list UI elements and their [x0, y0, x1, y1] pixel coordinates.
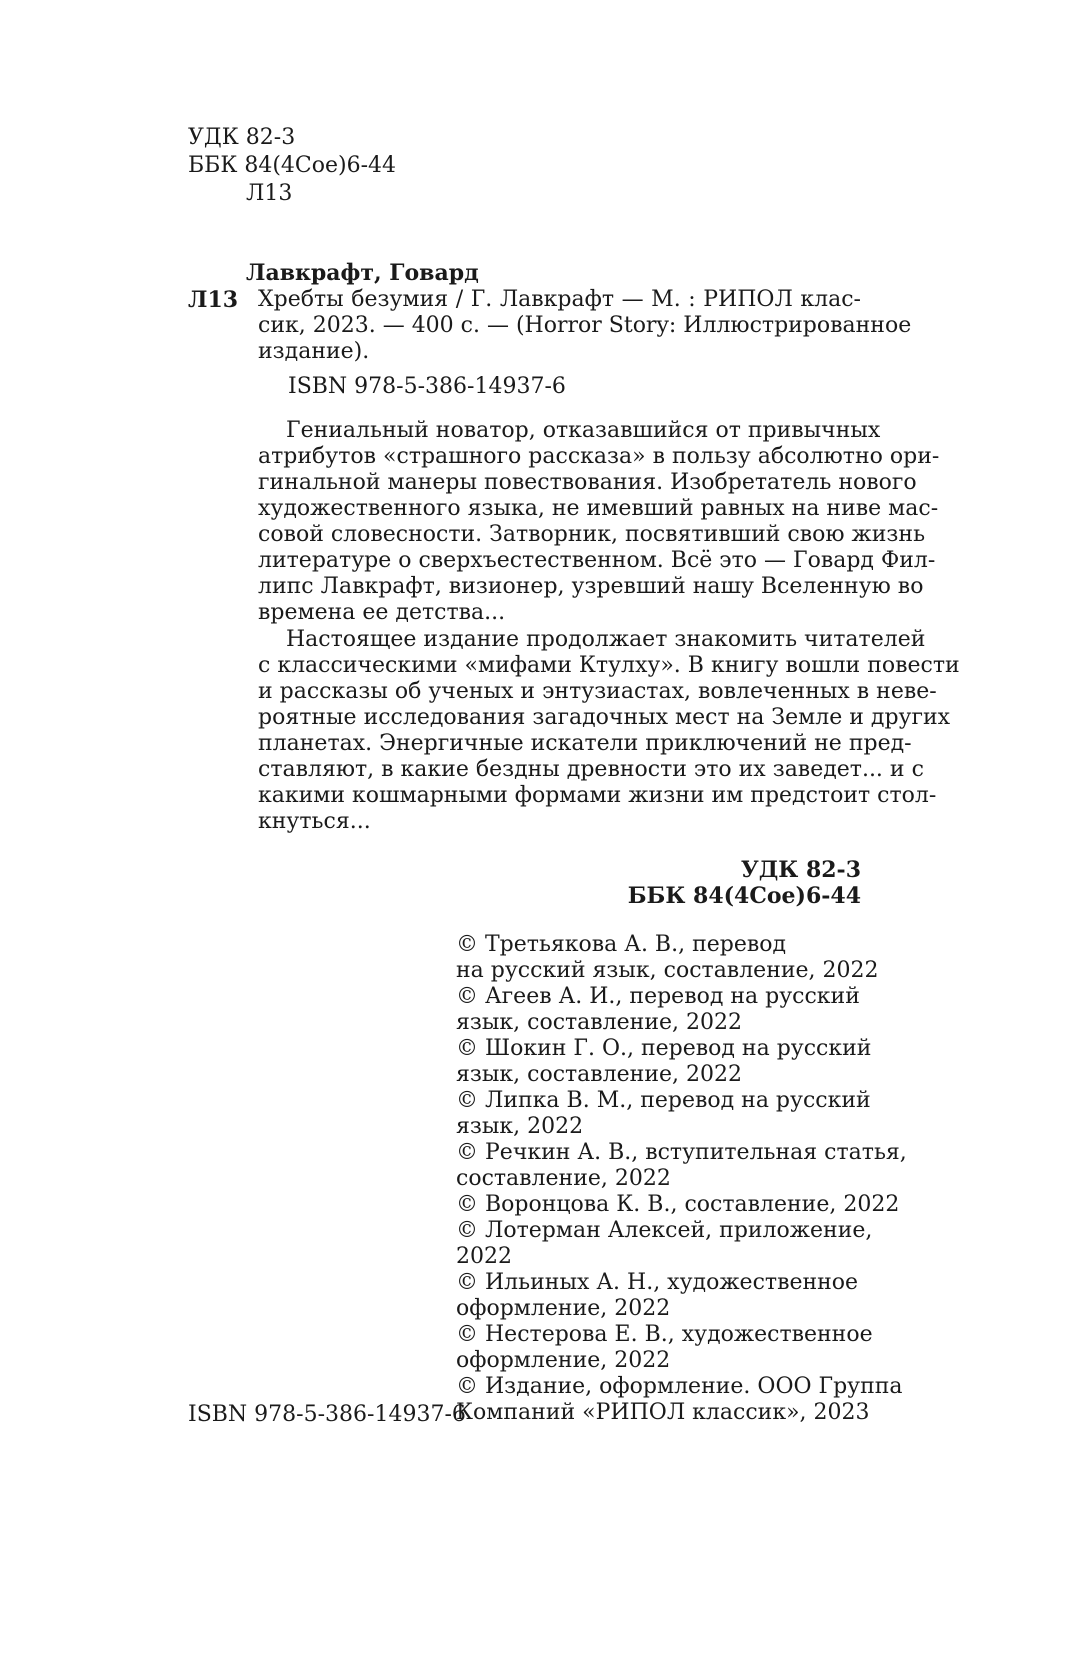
bbk-bottom: ББК 84(4Сое)6-44	[627, 883, 861, 909]
annotation-line: с классическими «мифами Ктулху». В книгу вошли повести	[258, 653, 960, 678]
annotation-line: липс Лавкрафт, визионер, узревший нашу Вселенную во	[258, 574, 924, 599]
copyright-entry	[456, 1270, 866, 1322]
copyright-entry	[456, 984, 866, 1036]
annotation-line: роятные исследования загадочных мест на Земле и других	[258, 705, 951, 730]
author-mark-top: Л13	[246, 181, 293, 206]
copyright-line: язык, составление, 2022	[456, 1010, 742, 1035]
copyright-line: оформление, 2022	[456, 1296, 671, 1321]
copyright-entry	[456, 1036, 872, 1088]
entry-mark: Л13	[188, 287, 239, 313]
copyright-entry	[456, 1322, 873, 1374]
entry-line: Хребты безумия / Г. Лавкрафт — М. : РИПОЛ клас-	[258, 287, 861, 312]
annotation-line: совой словесности. Затворник, посвятивший свою жизнь	[258, 522, 926, 547]
copyright-line: © Воронцова К. В., составление, 2022	[456, 1192, 900, 1217]
annotation-line: ставляют, в какие бездны древности это их заведет... и с	[258, 757, 924, 782]
udk-bottom: УДК 82-3	[740, 857, 861, 883]
copyright-line: язык, 2022	[456, 1114, 584, 1139]
copyright-line: Компаний «РИПОЛ классик», 2023	[456, 1400, 870, 1425]
annotation-line: кнуться...	[258, 809, 371, 834]
copyright-line: © Издание, оформление. ООО Группа	[456, 1374, 903, 1399]
copyright-line: © Агеев А. И., перевод на русский	[456, 984, 860, 1009]
copyright-line: 2022	[456, 1244, 512, 1269]
entry-description	[258, 287, 912, 365]
copyright-block	[456, 932, 907, 1426]
copyright-entry	[456, 1088, 871, 1140]
copyright-line: на русский язык, составление, 2022	[456, 958, 879, 983]
isbn-bottom: ISBN 978-5-386-14937-6	[188, 1402, 466, 1427]
entry-author: Лавкрафт, Говард	[246, 260, 479, 286]
copyright-line: © Третьякова А. В., перевод	[456, 932, 787, 957]
copyright-entry	[456, 1192, 900, 1218]
annotation-line: Гениальный новатор, отказавшийся от привычных	[286, 418, 881, 443]
annotation-line: и рассказы об ученых и энтузиастах, вовлеченных в неве-	[258, 679, 937, 704]
copyright-line: © Ильиных А. Н., художественное	[456, 1270, 859, 1295]
udk-top: УДК 82-3	[188, 125, 296, 150]
annotation-line: художественного языка, не имевший равных на ниве мас-	[258, 496, 939, 521]
copyright-line: язык, составление, 2022	[456, 1062, 742, 1087]
annotation-line: времена ее детства...	[258, 600, 506, 625]
entry-line: сик, 2023. — 400 с. — (Horror Story: Иллюстрированное	[258, 313, 912, 338]
copyright-line: © Нестерова Е. В., художественное	[456, 1322, 873, 1347]
annotation-line: литературе о сверхъестественном. Всё это — Говард Фил-	[258, 548, 936, 573]
copyright-line: © Речкин А. В., вступительная статья,	[456, 1140, 907, 1165]
annotation-line: гинальной манеры повествования. Изобретатель нового	[258, 470, 917, 495]
annotation-paragraph-2	[258, 627, 960, 835]
entry-line: издание).	[258, 339, 370, 364]
annotation-line: планетах. Энергичные искатели приключений не пред-	[258, 731, 912, 756]
copyright-line: составление, 2022	[456, 1166, 671, 1191]
entry-isbn: ISBN 978-5-386-14937-6	[288, 374, 566, 399]
copyright-line: © Лотерман Алексей, приложение,	[456, 1218, 873, 1243]
copyright-entry	[456, 1140, 907, 1192]
annotation-paragraph-1	[258, 418, 940, 626]
annotation-line: какими кошмарными формами жизни им предстоит стол-	[258, 783, 937, 808]
annotation-line: атрибутов «страшного рассказа» в пользу абсолютно ори-	[258, 444, 940, 469]
copyright-entry	[456, 1218, 873, 1270]
copyright-line: © Липка В. М., перевод на русский	[456, 1088, 871, 1113]
copyright-line: оформление, 2022	[456, 1348, 671, 1373]
annotation-line: Настоящее издание продолжает знакомить читателей	[286, 627, 926, 652]
copyright-line: © Шокин Г. О., перевод на русский	[456, 1036, 872, 1061]
copyright-entry	[456, 932, 879, 984]
bbk-top: ББК 84(4Сое)6-44	[188, 153, 397, 178]
copyright-entry	[456, 1374, 903, 1426]
